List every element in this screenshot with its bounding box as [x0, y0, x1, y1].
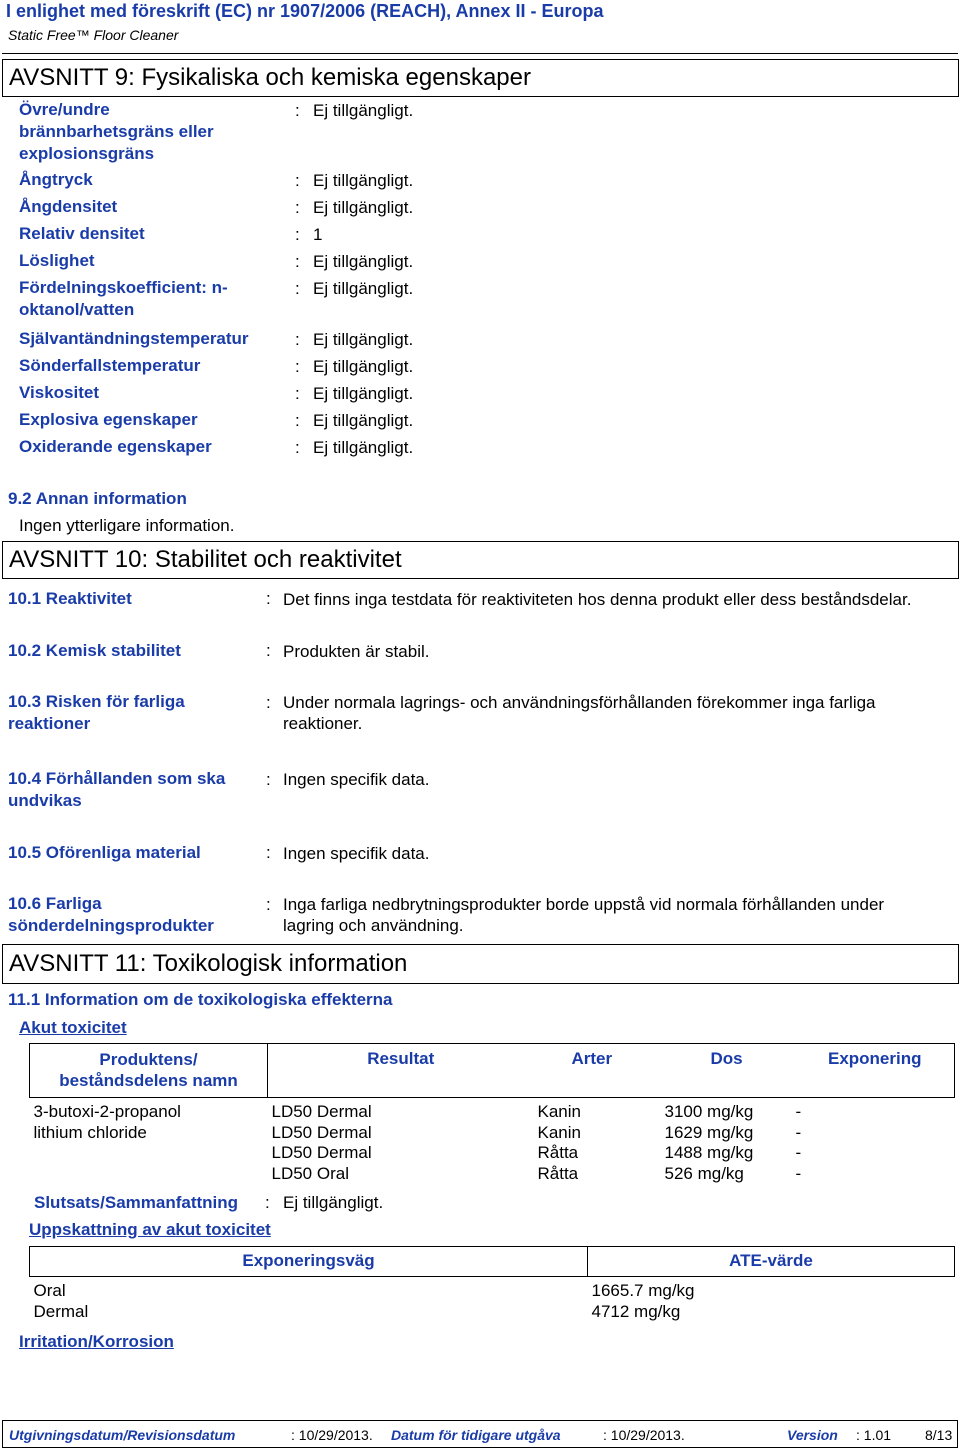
colon: : [266, 843, 271, 862]
table-header-row [30, 1247, 955, 1277]
result-cell [268, 1098, 534, 1193]
ate-value: 4712 mg/kg [591, 1301, 681, 1321]
stability-value: Ingen specifik data. [283, 844, 430, 863]
species-value: Kanin [537, 1102, 581, 1121]
regulation-header: I enlighet med föreskrift (EC) nr 1907/2006 (REACH), Annex II - Europa [6, 1, 604, 21]
species-value: Råtta [537, 1163, 579, 1183]
route-cell [30, 1277, 588, 1327]
property-label: Övre/undre brännbarhetsgräns eller explosionsgräns [19, 100, 214, 163]
issue-date-label: Utgivningsdatum/Revisionsdatum [9, 1427, 236, 1443]
stability-label: 10.6 Farliga sönderdelningsprodukter [8, 894, 214, 935]
property-label: Sönderfallstemperatur [19, 356, 201, 375]
property-value: Ej tillgängligt. [313, 171, 414, 190]
product-name: Static Free™ Floor Cleaner [8, 27, 179, 43]
section-10-title: AVSNITT 10: Stabilitet och reaktivitet [2, 541, 959, 579]
stability-label: 10.3 Risken för farliga reaktioner [8, 692, 185, 733]
property-value: Ej tillgängligt. [313, 438, 414, 457]
column-header-result: Resultat [268, 1044, 534, 1098]
table-row [30, 1098, 955, 1193]
stability-value: Under normala lagrings- och användningsförhållanden förekommer inga farliga reaktioner. [283, 693, 876, 733]
ate-value: 1665.7 mg/kg [591, 1281, 695, 1300]
property-label: Löslighet [19, 251, 95, 270]
substance-cell [30, 1098, 268, 1193]
colon: : [295, 384, 300, 403]
stability-label: 10.1 Reaktivitet [8, 589, 132, 608]
irritation-heading: Irritation/Korrosion [19, 1332, 174, 1351]
acute-toxicity-table [29, 1043, 955, 1192]
previous-date-label: Datum för tidigare utgåva [391, 1427, 561, 1443]
conclusion-label: Slutsats/Sammanfattning [34, 1193, 239, 1212]
dose-value: 1488 mg/kg [664, 1143, 754, 1162]
property-label: Ångtryck [19, 170, 93, 189]
ate-heading: Uppskattning av akut toxicitet [29, 1220, 271, 1239]
property-value: 1 [313, 225, 323, 244]
exposure-value: - [795, 1102, 802, 1121]
substance-name: 3-butoxi-2-propanol [33, 1102, 181, 1121]
colon: : [295, 252, 300, 271]
stability-value: Produkten är stabil. [283, 642, 430, 661]
colon: : [266, 770, 271, 789]
property-label: Relativ densitet [19, 224, 145, 243]
section-9-title: AVSNITT 9: Fysikaliska och kemiska egenskaper [2, 59, 959, 97]
colon: : [295, 330, 300, 349]
exposure-value: - [795, 1122, 802, 1142]
table-header-row [30, 1044, 955, 1098]
property-label: Viskositet [19, 383, 100, 402]
page-number: 8/13 [925, 1427, 953, 1443]
property-value: Ej tillgängligt. [313, 411, 414, 430]
dose-cell [661, 1098, 796, 1193]
acute-toxicity-heading: Akut toxicitet [19, 1018, 127, 1037]
property-label: Självantändningstemperatur [19, 329, 249, 348]
stability-label: 10.4 Förhållanden som ska undvikas [8, 769, 226, 810]
previous-date-value: : 10/29/2013. [603, 1427, 685, 1443]
column-header-ate: ATE-värde [588, 1247, 955, 1277]
result-value: LD50 Dermal [271, 1122, 372, 1142]
property-label: Ångdensitet [19, 197, 118, 216]
exposure-value: - [795, 1163, 802, 1183]
column-header-name: Produktens/ beståndsdelens namn [30, 1044, 268, 1098]
other-information-text: Ingen ytterligare information. [19, 516, 235, 535]
stability-value: Inga farliga nedbrytningsprodukter borde uppstå vid normala förhållanden under lagring och användning. [283, 895, 885, 935]
exposure-value: - [795, 1143, 802, 1162]
page-footer [2, 1420, 958, 1448]
property-value: Ej tillgängligt. [313, 101, 414, 120]
dose-value: 3100 mg/kg [664, 1102, 754, 1121]
colon: : [295, 411, 300, 430]
toxicology-subheading: 11.1 Information om de toxikologiska effekterna [8, 990, 393, 1009]
exposure-cell [796, 1098, 955, 1193]
header-divider [2, 53, 958, 54]
dose-value: 526 mg/kg [664, 1163, 744, 1183]
version-value: : 1.01 [856, 1427, 892, 1443]
colon: : [266, 641, 271, 660]
other-information-heading: 9.2 Annan information [8, 489, 187, 508]
property-value: Ej tillgängligt. [313, 279, 414, 298]
property-value: Ej tillgängligt. [313, 252, 414, 271]
dose-value: 1629 mg/kg [664, 1122, 754, 1142]
property-value: Ej tillgängligt. [313, 357, 414, 376]
version-label: Version [787, 1427, 838, 1443]
result-value: LD50 Dermal [271, 1143, 372, 1162]
property-label: Explosiva egenskaper [19, 410, 198, 429]
column-header-route: Exponeringsväg [30, 1247, 588, 1277]
column-header-exposure: Exponering [796, 1044, 955, 1098]
colon: : [295, 357, 300, 376]
conclusion-value: Ej tillgängligt. [283, 1193, 384, 1212]
route-value: Dermal [33, 1301, 89, 1321]
ate-cell [588, 1277, 955, 1327]
colon: : [295, 279, 300, 298]
colon: : [295, 101, 300, 120]
colon: : [295, 225, 300, 244]
stability-label: 10.2 Kemisk stabilitet [8, 641, 181, 660]
property-label: Fördelningskoefficient: n- oktanol/vatten [19, 278, 228, 319]
colon: : [266, 693, 271, 712]
colon: : [266, 589, 271, 608]
colon: : [265, 1193, 270, 1212]
property-label: Oxiderande egenskaper [19, 437, 212, 456]
column-header-species: Arter [534, 1044, 661, 1098]
stability-value: Det finns inga testdata för reaktiviteten hos denna produkt eller dess beståndsdelar. [283, 590, 912, 609]
species-value: Kanin [537, 1122, 581, 1142]
result-value: LD50 Oral [271, 1163, 349, 1183]
property-value: Ej tillgängligt. [313, 384, 414, 403]
stability-label: 10.5 Oförenliga material [8, 843, 201, 862]
colon: : [295, 198, 300, 217]
species-value: Råtta [537, 1143, 579, 1162]
route-value: Oral [33, 1281, 66, 1300]
property-value: Ej tillgängligt. [313, 330, 414, 349]
issue-date-value: : 10/29/2013. [291, 1427, 373, 1443]
table-row [30, 1277, 955, 1327]
stability-value: Ingen specifik data. [283, 770, 430, 789]
colon: : [295, 171, 300, 190]
result-value: LD50 Dermal [271, 1102, 372, 1121]
column-header-dose: Dos [661, 1044, 796, 1098]
substance-name: lithium chloride [33, 1122, 147, 1142]
section-11-title: AVSNITT 11: Toxikologisk information [2, 944, 959, 984]
colon: : [295, 438, 300, 457]
ate-table [29, 1246, 955, 1326]
species-cell [534, 1098, 661, 1193]
property-value: Ej tillgängligt. [313, 198, 414, 217]
colon: : [266, 895, 271, 914]
